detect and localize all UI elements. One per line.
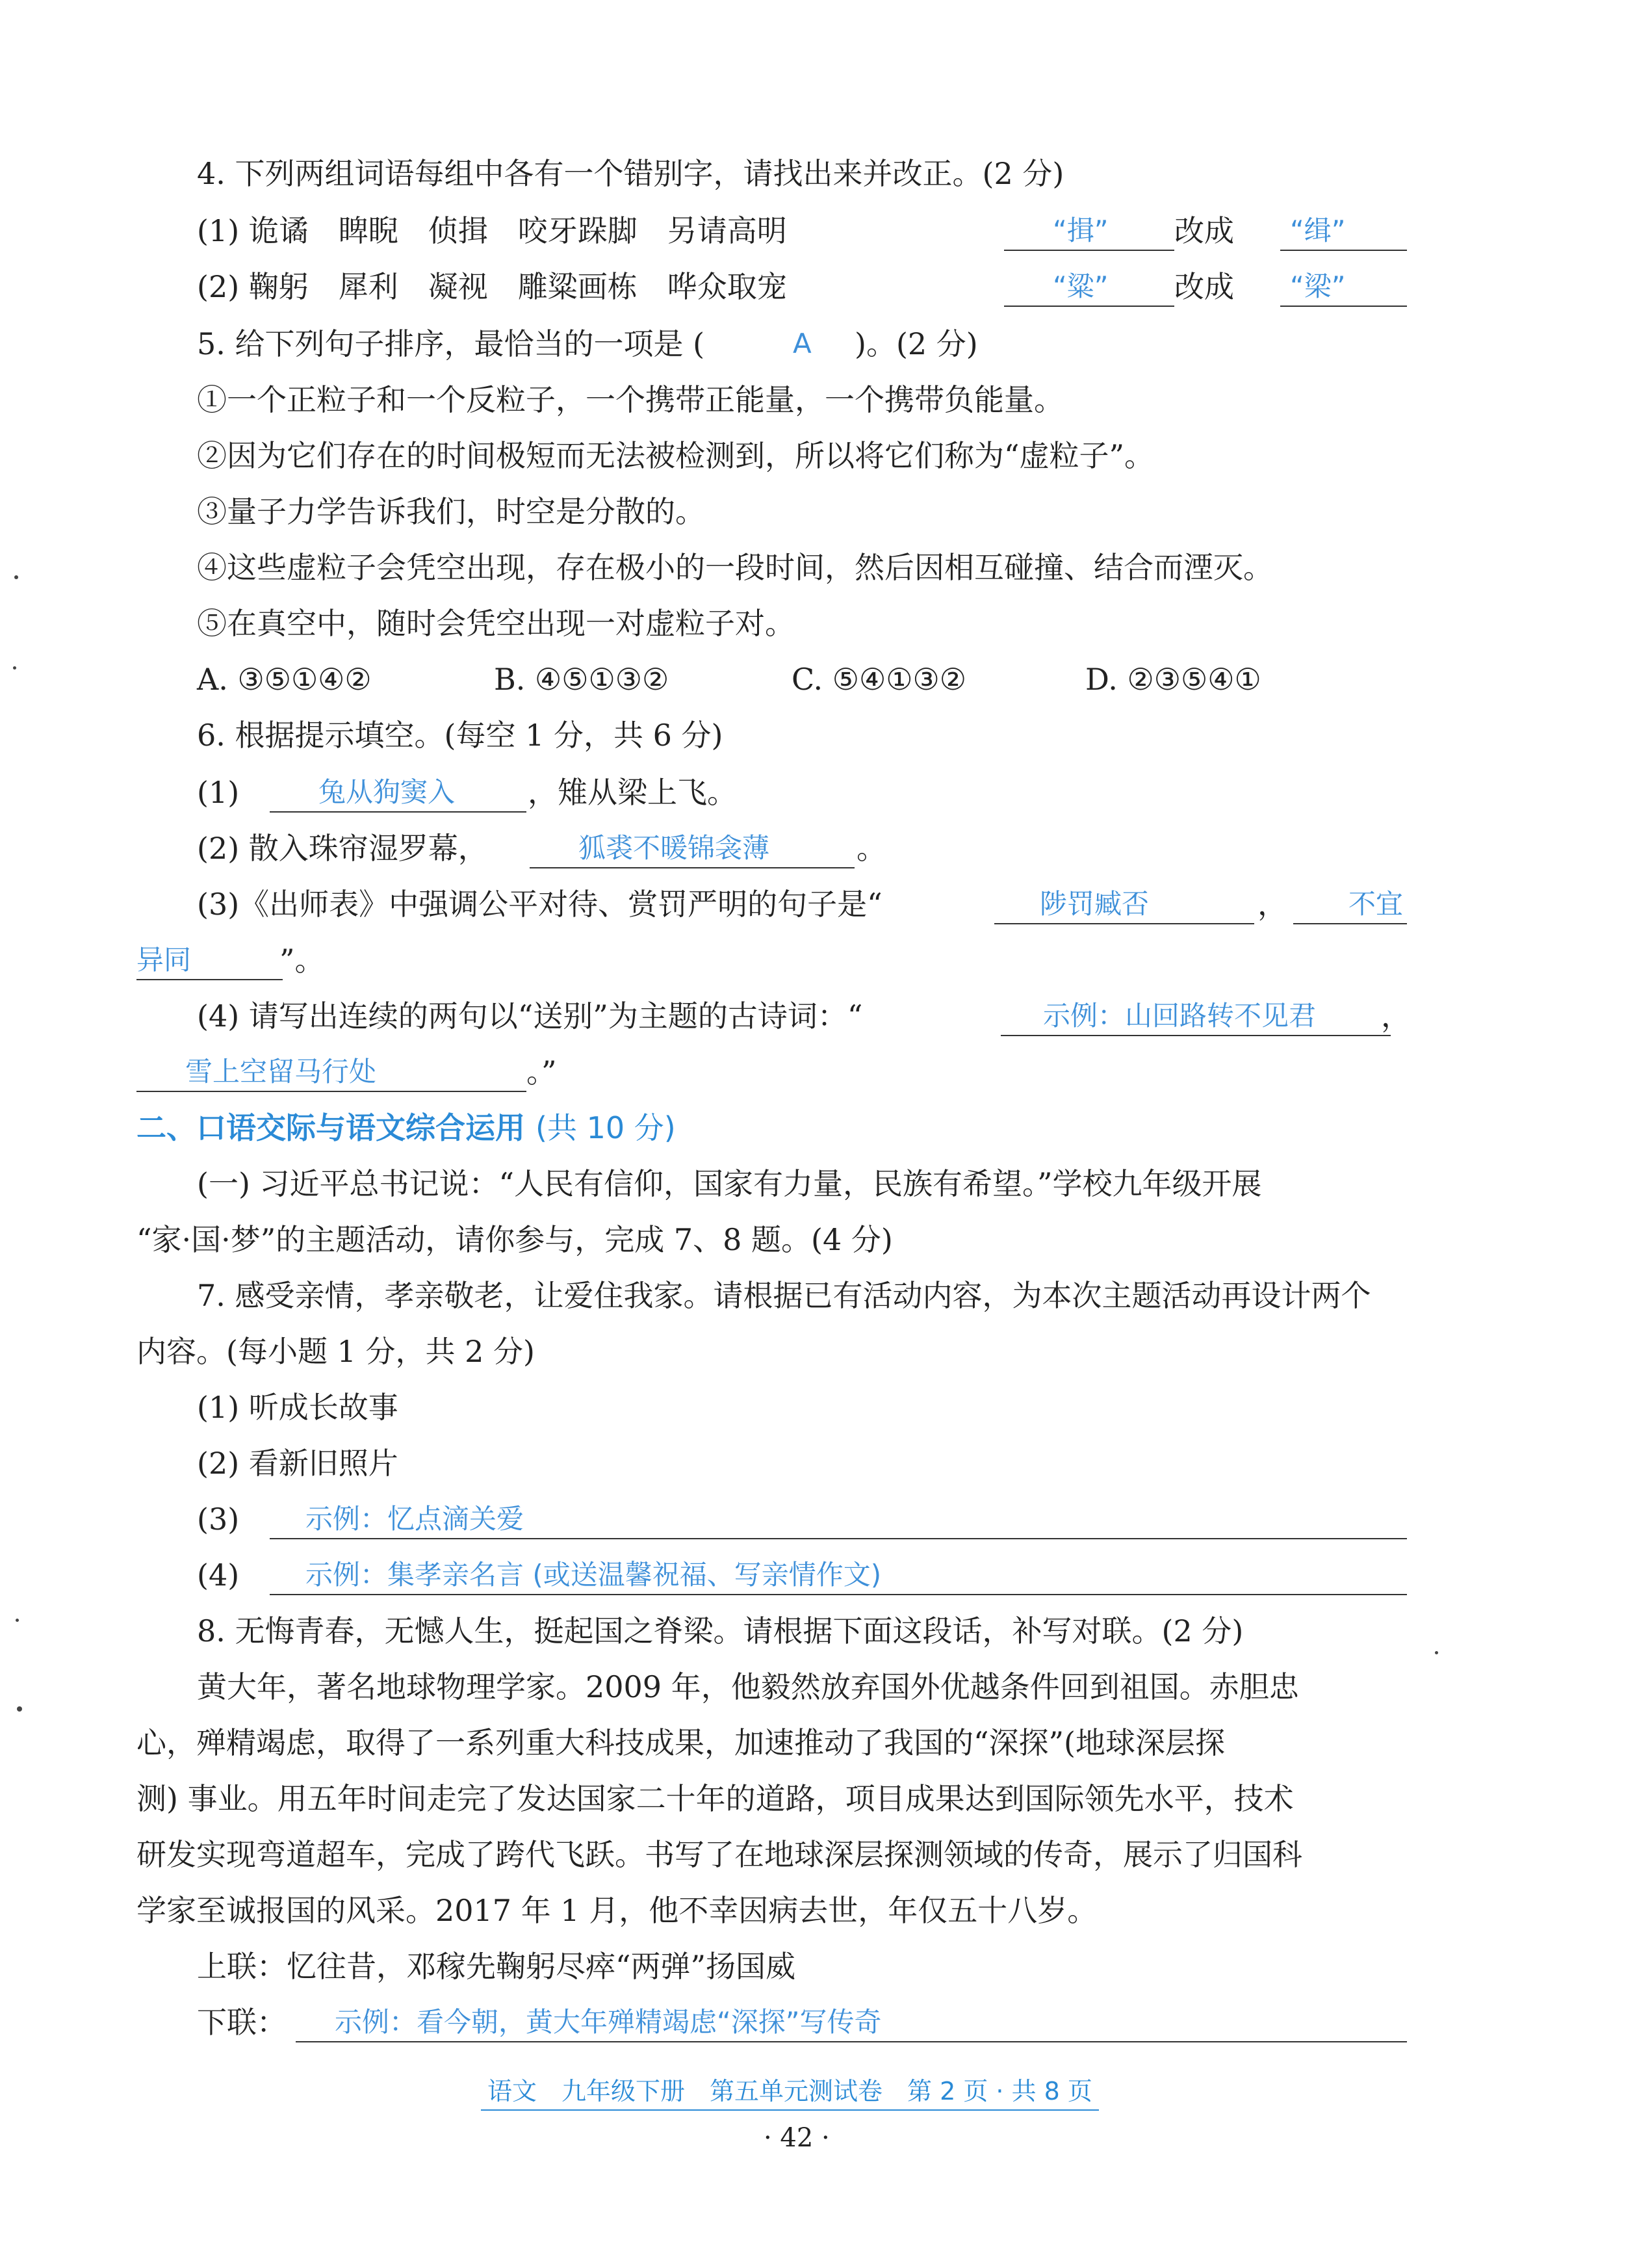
q6-r4-answer1: 示例：山回路转不见君 [1043, 1000, 1317, 1032]
q6-r3-post: ”。 [279, 943, 325, 978]
q6-r3-answer2b: 异同 [136, 944, 192, 976]
q8-stem: 8. 无悔青春，无憾人生，挺起国之脊梁。请根据下面这段话，补写对联。(2 分) [197, 1613, 1244, 1649]
q8-para-4: 研发实现弯道超车，完成了跨代飞跃。书写了在地球深层探测领域的传奇，展示了归国科 [136, 1837, 1302, 1872]
q5-stem-post: )。(2 分) [855, 326, 978, 361]
q4-row2-wrong-blank [1004, 306, 1174, 307]
q8-lower-blank [296, 2041, 1407, 2042]
q7-item-3-label: (3) [197, 1502, 240, 1537]
q4-row2-right-blank [1280, 306, 1407, 307]
q6-r2-answer: 狐裘不暖锦衾薄 [578, 832, 770, 864]
q6-r3-blank2a [1293, 923, 1407, 924]
page-number: · 42 · [764, 2123, 830, 2153]
section-2-heading [136, 1110, 676, 1146]
q6-r2-pre: (2) 散入珠帘湿罗幕， [197, 831, 488, 866]
intro-line-1: (一) 习近平总书记说：“人民有信仰，国家有力量，民族有希望。”学校九年级开展 [197, 1166, 1262, 1201]
q6-r3-blank2b [136, 979, 283, 980]
q4-row1-wrong-blank [1004, 250, 1174, 251]
q8-para-3: 测) 事业。用五年时间走完了发达国家二十年的道路，项目成果达到国际领先水平，技术 [136, 1781, 1294, 1816]
q6-r1-answer: 兔从狗窦入 [318, 776, 456, 808]
q5-stem-pre: 5. 给下列句子排序，最恰当的一项是 ( [197, 326, 705, 361]
q6-r4-blank1 [1001, 1035, 1391, 1036]
q4-stem: 4. 下列两组词语每组中各有一个错别字，请找出来并改正。(2 分) [197, 156, 1064, 191]
q5-sentence-1: ①一个正粒子和一个反粒子，一个携带正能量，一个携带负能量。 [197, 382, 1064, 417]
section-2-title: 二、口语交际与语文综合运用 [136, 1110, 525, 1145]
q7-item-3-blank [270, 1538, 1407, 1539]
q7-item-3-answer: 示例：忆点滴关爱 [305, 1503, 524, 1535]
q5-option-b: B. ④⑤①③② [494, 662, 669, 697]
q4-row1-mid: 改成 [1174, 213, 1234, 248]
q7-item-4-answer: 示例：集孝亲名言 (或送温馨祝福、写亲情作文) [305, 1559, 882, 1591]
scan-mark [13, 666, 16, 670]
q6-r4-comma: ， [1381, 998, 1411, 1034]
q5-sentence-2: ②因为它们存在的时间极短而无法被检测到，所以将它们称为“虚粒子”。 [197, 438, 1155, 473]
q6-r4-pre: (4) 请写出连续的两句以“送别”为主题的古诗词：“ [197, 998, 863, 1034]
q6-r1-blank [270, 811, 526, 813]
q5-option-a: A. ③⑤①④② [197, 662, 372, 697]
q7-item-2: (2) 看新旧照片 [197, 1446, 398, 1481]
q7-line-1: 7. 感受亲情，孝亲敬老，让爱住我家。请根据已有活动内容，为本次主题活动再设计两个 [197, 1278, 1371, 1313]
q5-answer: A [793, 328, 812, 359]
q8-para-1: 黄大年，著名地球物理学家。2009 年，他毅然放弃国外优越条件回到祖国。赤胆忠 [197, 1669, 1299, 1704]
q6-r3-comma: ， [1257, 887, 1287, 922]
q4-row2-wrong: “粱” [1053, 270, 1109, 302]
q7-item-1: (1) 听成长故事 [197, 1390, 398, 1425]
intro-line-2: “家·国·梦”的主题活动，请你参与，完成 7、8 题。(4 分) [136, 1222, 893, 1257]
q7-item-4-label: (4) [197, 1558, 240, 1593]
section-2-score: (共 10 分) [535, 1110, 676, 1145]
q6-r3-blank1 [994, 923, 1254, 924]
q6-r4-answer2: 雪上空留马行处 [185, 1056, 377, 1088]
q6-r4-post: 。” [526, 1054, 557, 1089]
q4-row2-words: (2) 鞠躬 犀利 凝视 雕粱画栋 哗众取宠 [197, 269, 787, 304]
q7-item-4-blank [270, 1594, 1407, 1595]
q5-sentence-5: ⑤在真空中，随时会凭空出现一对虚粒子对。 [197, 606, 795, 641]
q5-option-d: D. ②③⑤④① [1085, 662, 1261, 697]
q7-line-2: 内容。(每小题 1 分，共 2 分) [136, 1334, 535, 1369]
q6-r1-post: ，雉从梁上飞。 [528, 775, 737, 810]
q6-r1-label: (1) [197, 775, 240, 810]
q4-row1-words: (1) 诡谲 睥睨 侦揖 咬牙跺脚 另请高明 [197, 213, 787, 248]
q4-row1-right: “缉” [1290, 215, 1346, 246]
q6-r3-answer1: 陟罚臧否 [1040, 888, 1150, 920]
scan-mark [16, 1619, 19, 1622]
q6-r2-blank [530, 867, 855, 868]
q8-lower-answer: 示例：看今朝，黄大年殚精竭虑“深探”写传奇 [335, 2006, 882, 2038]
scan-mark [14, 575, 18, 579]
q8-para-5: 学家至诚报国的风采。2017 年 1 月，他不幸因病去世，年仅五十八岁。 [136, 1893, 1098, 1928]
q5-sentence-3: ③量子力学告诉我们，时空是分散的。 [197, 494, 705, 529]
q6-r4-blank2 [136, 1091, 526, 1092]
q6-r2-post: 。 [857, 831, 886, 866]
q6-stem: 6. 根据提示填空。(每空 1 分，共 6 分) [197, 718, 723, 753]
q8-para-2: 心，殚精竭虑，取得了一系列重大科技成果，加速推动了我国的“深探”(地球深层探 [136, 1725, 1225, 1760]
q4-row2-mid: 改成 [1174, 269, 1234, 304]
q4-row1-right-blank [1280, 250, 1407, 251]
q6-r3-answer2a: 不宜 [1348, 888, 1404, 920]
footer-line: 语文 九年级下册 第五单元测试卷 第 2 页 · 共 8 页 [481, 2077, 1099, 2111]
q5-option-c: C. ⑤④①③② [792, 662, 966, 697]
q8-upper-couplet: 上联：忆往昔，邓稼先鞠躬尽瘁“两弹”扬国威 [197, 1949, 796, 1984]
q5-sentence-4: ④这些虚粒子会凭空出现，存在极小的一段时间，然后因相互碰撞、结合而湮灭。 [197, 550, 1273, 585]
scan-mark [1435, 1651, 1438, 1654]
q4-row1-wrong: “揖” [1053, 215, 1109, 246]
q8-lower-label: 下联： [197, 2005, 287, 2040]
scan-mark [17, 1706, 22, 1712]
q4-row2-right: “梁” [1290, 270, 1346, 302]
q6-r3-pre: (3)《出师表》中强调公平对待、赏罚严明的句子是“ [197, 887, 883, 922]
